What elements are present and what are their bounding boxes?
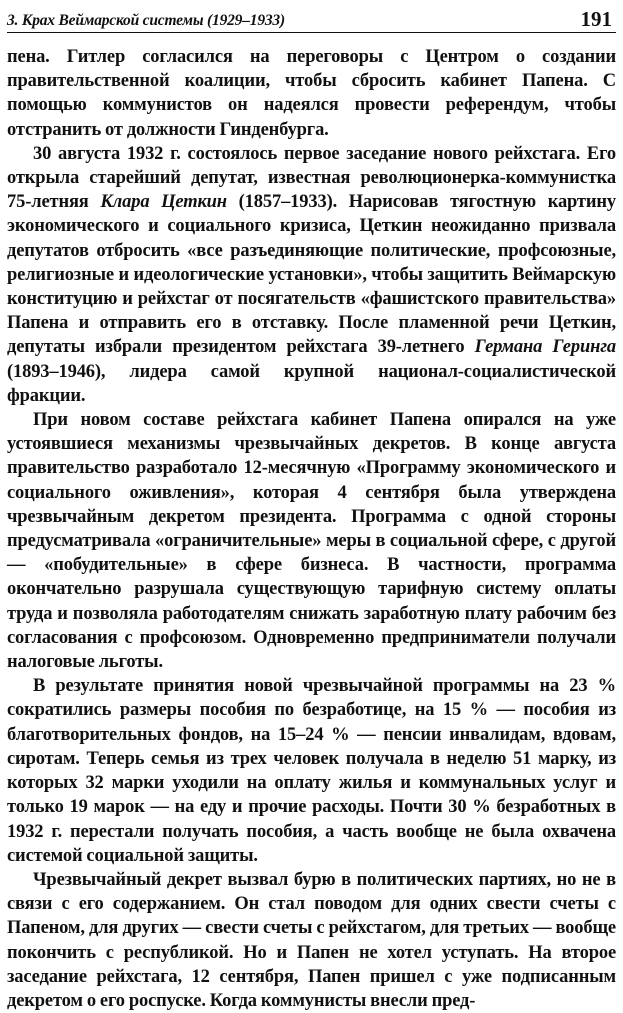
page-number: 191 [580, 7, 612, 31]
body-text [7, 45, 616, 1013]
text-segment: (1857–1933). Нарисовав тягостную картину экономического и социального кризиса, Цеткин неожиданно призвала депутатов отбросить «все разъединяющие политические, профсоюзные, религиозные и идеологические установки», чтобы защитить Веймарскую конституцию и рейхстаг от посягательств «фашистского правительства» Папена и отправить его в отставку. После пламенной речи Цеткин, депутаты избрали президентом рейхстага 39-летнего [7, 192, 616, 358]
chapter-title: 3. Крах Веймарской системы (1929–1933) [7, 12, 285, 29]
text-segment: (1893–1946), лидера самой крупной национал-социалистической фракции. [7, 361, 616, 406]
paragraph-continuation: пена. Гитлер согласился на переговоры с Центром о создании правительственной коалиции, чтобы сбросить кабинет Папена. С помощью коммунистов он надеялся провести референдум, чтобы отстранить от должности Гинденбурга. [7, 47, 616, 140]
paragraph-program: При новом составе рейхстага кабинет Папена опирался на уже устоявшиеся механизмы чрезвычайных декретов. В конце августа правительство разработало 12-месячную «Программу экономического и социального оживления», которая 4 сентября была утверждена чрезвычайным декретом президента. Программа с одной стороны предусматривала «ограничительные» меры в социальной сфере, с другой — «побудительные» в сфере бизнеса. В частности, программа окончательно разрушала существующую тарифную систему оплаты труда и позволяла работодателям снижать заработную плату рабочим без согласования с профсоюзом. Одновременно предприниматели получали налоговые льготы. [7, 410, 616, 673]
text-segment: 30 августа 1932 г. состоялось первое заседание нового рейхстага. Его открыла старейший депутат, известная революционерка-коммунистка 75-летняя [7, 143, 616, 213]
person-name-goering: Германа Геринга [474, 337, 616, 358]
person-name-zetkin: Клара Цеткин [100, 192, 227, 213]
running-header [7, 0, 616, 33]
paragraph-benefits: В результате принятия новой чрезвычайной программы на 23 % сократились размеры пособия по безработице, на 15 % — пособия из благотворительных фондов, на 15–24 % — пенсии инвалидам, вдовам, сиротам. Теперь семья из трех человек получала в неделю 51 марку, из которых 32 марки уходили на оплату жилья и коммунальных услуг и только 19 марок — на еду и прочие расходы. Почти 30 % безработных в 1932 г. перестали получать пособия, а часть вообще не была охвачена системой социальной защиты. [7, 676, 616, 866]
paragraph-decree: Чрезвычайный декрет вызвал бурю в политических партиях, но не в связи с его содержанием. Он стал поводом для одних свести счеты с Папеном, для других — свести счеты с рейхстагом, для третьих — вообще покончить с республикой. Но и Папен не хотел уступать. На второе заседание рейхстага, 12 сентября, Папен пришел с уже подписанным декретом о его роспуске. Когда коммунисты внесли пред- [7, 869, 616, 1011]
paragraph-zetkin [7, 142, 616, 408]
